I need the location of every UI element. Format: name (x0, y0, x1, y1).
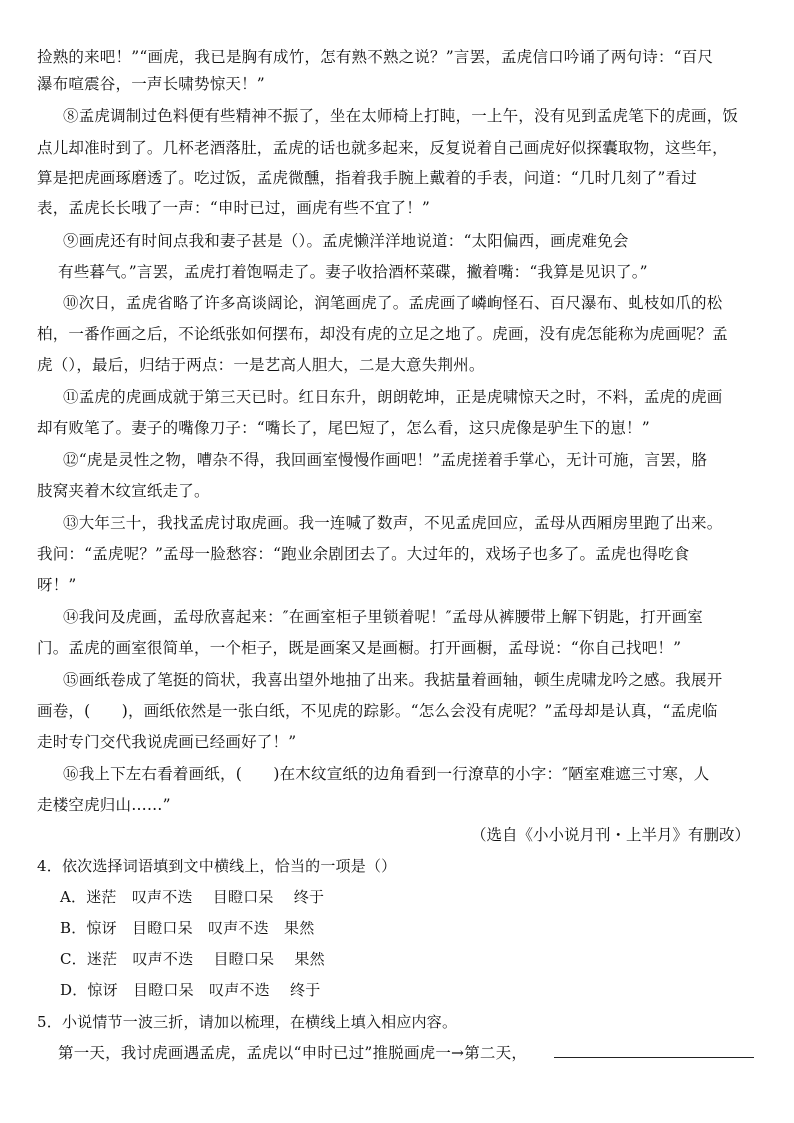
paragraph-8: ⑧孟虎调制过色料便有些精神不振了，坐在太师椅上打盹，一上午，没有见到孟虎笔下的虎画，饭 (63, 107, 739, 125)
story-line: 瀑布喧震谷，一声长啸势惊天！” (37, 75, 265, 93)
paragraph-11: ⑪孟虎的虎画成就于第三天已时。红日东升，朗朗乾坤，正是虎啸惊天之时，不料，孟虎的虎画 (63, 388, 723, 406)
paragraph-10: ⑩次日，孟虎省略了许多高谈阔论，润笔画虎了。孟虎画了嶙峋怪石、百尺瀑布、虬枝如爪的松 (63, 294, 723, 312)
story-line: 肢窝夹着木纹宣纸走了。 (37, 482, 210, 500)
story-line: 点儿却准时到了。几杯老酒落肚，孟虎的话也就多起来，反复说着自己画虎好似探囊取物，这些年， (37, 139, 728, 157)
q5-answer-line: 第一天，我讨虎画遇孟虎，孟虎以“申时已过”推脱画虎一→第二天， (58, 1044, 528, 1062)
story-line: 捡熟的来吧！”“画虎，我已是胸有成竹，怎有熟不熟之说？”言罢，孟虎信口吟诵了两句诗：“百尺 (37, 48, 714, 66)
story-line: 虎（），最后，归结于两点：一是艺高人胆大，二是大意失荆州。 (37, 356, 485, 374)
story-line: 表，孟虎长长哦了一声：“申时已过，画虎有些不宜了！” (37, 199, 431, 217)
paragraph-13: ⑬大年三十，我找孟虎讨取虎画。我一连喊了数声，不见孟虎回应，孟母从西厢房里跑了出来。 (63, 514, 723, 532)
answer-blank[interactable] (554, 1057, 754, 1058)
story-line: 我问：“孟虎呢？”孟母一脸愁容：“跑业余剧团去了。大过年的，戏场子也多了。孟虎也得吃食 (37, 545, 690, 563)
story-line: 算是把虎画琢磨透了。吃过饭，孟虎微醺，指着我手腕上戴着的手表，问道：“几时几刻了”看过 (37, 169, 697, 187)
q4-option-c: C．迷茫 叹声不迭 目瞪口呆 果然 (60, 950, 325, 968)
paragraph-15: ⑮画纸卷成了笔挺的筒状，我喜出望外地抽了出来。我掂量着画轴，顿生虎啸龙吟之感。我展开 (63, 671, 723, 689)
story-line: 有些暮气。”言罢，孟虎打着饱嗝走了。妻子收拾酒杯菜碟，撇着嘴：“我算是见识了。” (58, 263, 648, 281)
question-5-stem: 5．小说情节一波三折，请加以梳理，在横线上填入相应内容。 (37, 1013, 458, 1031)
q4-option-b: B．惊讶 目瞪口呆 叹声不迭 果然 (60, 919, 315, 937)
story-line: 柏，一番作画之后，不论纸张如何摆布，却没有虎的立足之地了。虎画，没有虎怎能称为虎画呢？孟 (37, 325, 728, 343)
q4-option-a: A．迷茫 叹声不迭 目瞪口呆 终于 (60, 888, 325, 906)
story-line: 却有败笔了。妻子的嘴像刀子：“嘴长了，尾巴短了，怎么看，这只虎像是驴生下的崽！” (37, 419, 650, 437)
q4-option-d: D．惊讶 目瞪口呆 叹声不迭 终于 (60, 981, 321, 999)
story-line: 走楼空虎归山……” (37, 796, 171, 814)
question-4-stem: 4．依次选择词语填到文中横线上，恰当的一项是（） (37, 857, 397, 875)
story-line: 走时专门交代我说虎画已经画好了！” (37, 733, 297, 751)
paragraph-12: ⑫“虎是灵性之物，嘈杂不得，我回画室慢慢作画吧！”孟虎搓着手掌心，无计可施，言罢，胳 (63, 451, 708, 469)
story-line: 门。孟虎的画室很简单，一个柜子，既是画案又是画橱。打开画橱，孟母说：“你自己找吧！” (37, 639, 682, 657)
paragraph-9: ⑨画虎还有时间点我和妻子甚是（）。孟虎懒洋洋地说道：“太阳偏西，画虎难免会 (63, 232, 629, 250)
paragraph-16: ⑯我上下左右看着画纸，( )在木纹宣纸的边角看到一行潦草的小字：″陋室难遮三寸寒，人 (63, 765, 710, 783)
paragraph-14: ⑭我问及虎画，孟母欣喜起来：″在画室柜子里锁着呢！″孟母从裤腰带上解下钥匙，打开画室 (63, 608, 703, 626)
story-line: 画卷，( )，画纸依然是一张白纸，不见虎的踪影。“怎么会没有虎呢？”孟母却是认真，“孟虎临 (37, 702, 718, 720)
story-line: 呀！” (37, 576, 77, 594)
source-citation: （选自《小小说月刊・上半月》有删改） (470, 826, 750, 844)
